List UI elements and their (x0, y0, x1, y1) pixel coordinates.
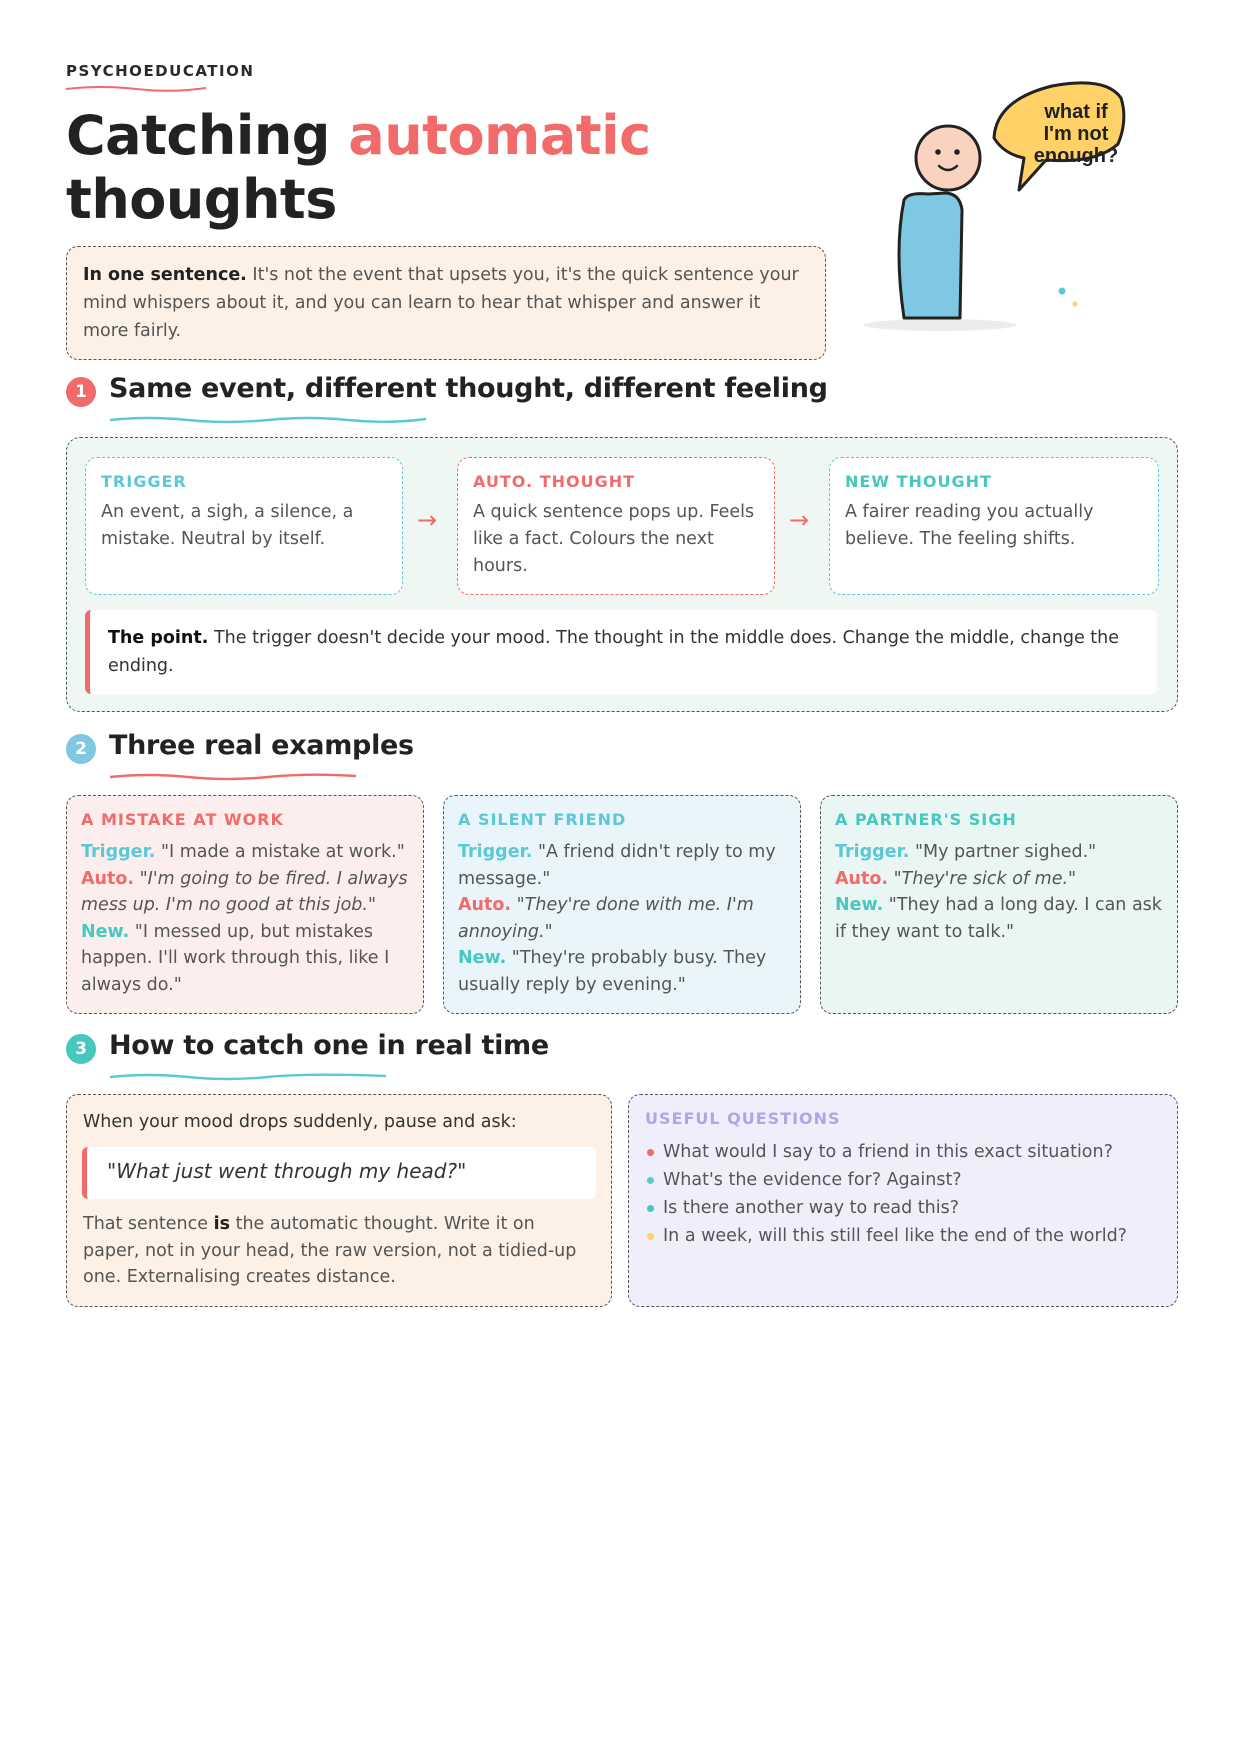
trigger-text: An event, a sigh, a silence, a mistake. Neutral by itself. (101, 502, 354, 549)
new-value: "They're probably busy. They usually reply by evening." (458, 948, 767, 995)
trigger-key: Trigger. (835, 842, 910, 862)
section-2-number: 2 (66, 734, 96, 764)
catch-quote: "What just went through my head?" (82, 1147, 596, 1199)
auto-key: Auto. (458, 895, 512, 915)
catch-box (66, 1094, 612, 1307)
title-part1: Catching (66, 104, 330, 167)
auto-thought-text: A quick sentence pops up. Feels like a fact. Colours the next hours. (473, 502, 755, 576)
point-callout (85, 610, 1157, 694)
stick-figure-illustration (856, 80, 1240, 340)
auto-thought-label: AUTO. THOUGHT (473, 472, 636, 491)
summary-bold: In one sentence. (83, 265, 247, 285)
section-3-underline (108, 1072, 388, 1082)
section-1-number: 1 (66, 377, 96, 407)
auto-value: "I'm going to be fired. I always mess up. I'm no good at this job." (81, 868, 408, 915)
bullet-dot-icon (647, 1233, 654, 1240)
example-label: A PARTNER'S SIGH (835, 810, 1017, 829)
new-thought-card (829, 457, 1159, 595)
new-value: "I messed up, but mistakes happen. I'll work through this, like I always do." (81, 921, 390, 995)
summary-box (66, 246, 826, 360)
title-part2: thoughts (66, 168, 337, 231)
auto-value: "They're done with me. I'm annoying." (458, 895, 754, 942)
trigger-value: "My partner sighed." (914, 842, 1097, 862)
title-accent: automatic (348, 104, 651, 167)
section-3-title: How to catch one in real time (109, 1030, 549, 1061)
questions-label: USEFUL QUESTIONS (645, 1109, 841, 1128)
point-text: The trigger doesn't decide your mood. The thought in the middle does. Change the middle, change the ending. (108, 628, 1120, 676)
section-2-header (66, 730, 566, 770)
flow-diagram (66, 437, 1178, 712)
auto-value: "They're sick of me." (893, 868, 1077, 889)
bubble-line-3: enough? (1033, 145, 1119, 167)
trigger-key: Trigger. (458, 842, 533, 862)
list-item (645, 1138, 1161, 1166)
auto-key: Auto. (835, 868, 889, 889)
catch-after-2: the automatic thought. Write it on paper, not in your head, the raw version, not a tidied-up one. Externalising creates distance. (83, 1214, 577, 1287)
auto-thought-card (457, 457, 775, 595)
question-text: What would I say to a friend in this exact situation? (663, 1142, 1113, 1162)
new-thought-text: A fairer reading you actually believe. The feeling shifts. (845, 502, 1094, 549)
section-3-number: 3 (66, 1034, 96, 1064)
bubble-line-1: what if (1044, 101, 1108, 123)
catch-intro: When your mood drops suddenly, pause and ask: (83, 1112, 517, 1132)
section-3-header (66, 1030, 666, 1070)
list-item (645, 1222, 1161, 1250)
catch-after-bold: is (213, 1214, 231, 1234)
question-text: In a week, will this still feel like the end of the world? (663, 1226, 1127, 1246)
trigger-label: TRIGGER (101, 472, 187, 491)
bullet-dot-icon (647, 1177, 654, 1184)
trigger-value: "I made a mistake at work." (160, 842, 405, 862)
new-key: New. (81, 921, 130, 942)
point-bold: The point. (108, 628, 209, 648)
example-card-friend (443, 795, 801, 1014)
arrow-icon: → (789, 506, 810, 534)
new-thought-label: NEW THOUGHT (845, 472, 992, 491)
page-title (66, 104, 651, 232)
summary-text: It's not the event that upsets you, it's the quick sentence your mind whispers about it, and you can learn to hear that whisper and answer it more fairly. (83, 265, 799, 341)
bullet-dot-icon (647, 1205, 654, 1212)
example-label: A SILENT FRIEND (458, 810, 627, 829)
list-item (645, 1194, 1161, 1222)
person-with-thought-bubble-icon (856, 80, 1240, 340)
question-text: What's the evidence for? Against? (663, 1170, 962, 1190)
section-1-title: Same event, different thought, different feeling (109, 373, 828, 404)
bullet-dot-icon (647, 1149, 654, 1156)
questions-list (645, 1138, 1161, 1250)
section-1-header (66, 373, 866, 413)
example-label: A MISTAKE AT WORK (81, 810, 284, 829)
question-text: Is there another way to read this? (663, 1198, 959, 1218)
list-item (645, 1166, 1161, 1194)
example-body (835, 839, 1163, 945)
page (66, 0, 1178, 1754)
example-card-partner (820, 795, 1178, 1014)
eyebrow-label: PSYCHOEDUCATION (66, 62, 255, 80)
example-body (458, 839, 786, 998)
trigger-key: Trigger. (81, 842, 156, 862)
section-1-underline (108, 415, 428, 425)
example-card-work (66, 795, 424, 1014)
catch-explanation (83, 1211, 593, 1291)
trigger-value: "A friend didn't reply to my message." (458, 842, 776, 889)
bubble-line-2: I'm not (1043, 123, 1109, 145)
new-key: New. (458, 948, 507, 968)
new-key: New. (835, 895, 884, 915)
new-value: "They had a long day. I can ask if they want to talk." (835, 895, 1162, 942)
eyebrow-underline (66, 84, 206, 94)
questions-box (628, 1094, 1178, 1307)
catch-after-1: That sentence (83, 1214, 209, 1234)
trigger-card (85, 457, 403, 595)
auto-key: Auto. (81, 868, 135, 889)
example-body (81, 839, 409, 998)
section-2-underline (108, 772, 358, 782)
arrow-icon: → (417, 506, 438, 534)
section-2-title: Three real examples (109, 730, 414, 761)
